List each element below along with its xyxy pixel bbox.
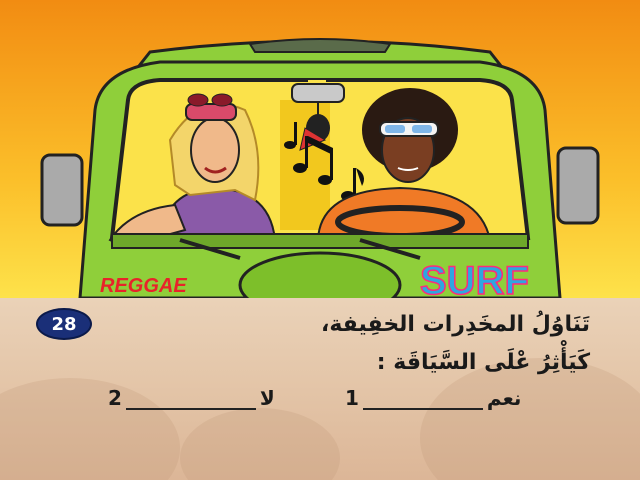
- answer-2-number: 2: [108, 386, 122, 410]
- side-mirror-right: [558, 148, 598, 223]
- answer-1-line: [363, 390, 483, 410]
- rearview-mirror: [292, 84, 344, 102]
- answer-1-label: نعم: [486, 386, 522, 410]
- question-text-line1: تَنَاوُلُ المخَدِرات الخفِيفة،: [320, 312, 590, 337]
- answer-2-line: [126, 390, 256, 410]
- side-mirror-left: [42, 155, 82, 225]
- answer-1-number: 1: [345, 386, 359, 410]
- roof-vent: [250, 39, 390, 52]
- question-number-badge: 28: [36, 308, 92, 340]
- dashboard: [112, 234, 528, 248]
- van-text-reggae: REGGAE: [100, 275, 187, 297]
- answer-2-label: لا: [259, 386, 275, 410]
- answer-option-2[interactable]: [108, 386, 275, 410]
- van-text-surf: SURF: [420, 259, 529, 298]
- answer-option-1[interactable]: [345, 386, 521, 410]
- question-panel: [0, 298, 640, 480]
- question-text-line2: كَيَأْثِرُ عْلَى السَّيَاقَة :: [376, 350, 590, 375]
